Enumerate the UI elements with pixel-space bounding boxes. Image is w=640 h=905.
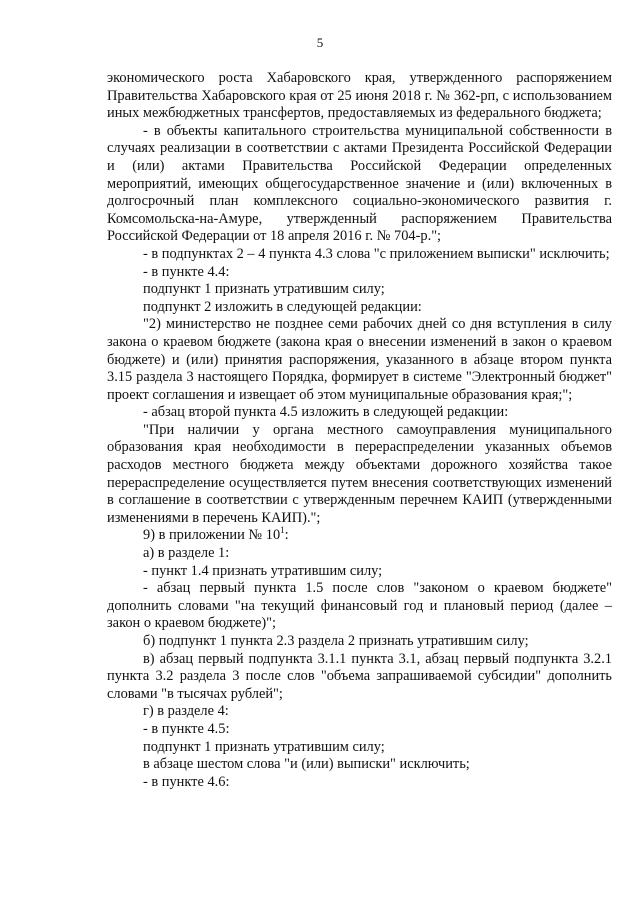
paragraph-1: экономического роста Хабаровского края, утвержденного распоряжением Правительства Хабаровского края от 25 июня 2018 г. № 362-рп, с использованием иных межбюджетных трансфертов, предоставляемых из федерального бюджета; bbox=[107, 70, 612, 122]
paragraph-18: подпункт 1 признать утратившим силу; bbox=[143, 738, 385, 755]
paragraph-12: - пункт 1.4 признать утратившим силу; bbox=[143, 562, 383, 579]
paragraph-20: - в пункте 4.6: bbox=[143, 773, 230, 790]
paragraph-2: - в объекты капитального строительства муниципальной собственности в случаях реализации в соответствии с актами Президента Российской Федерации и (или) актами Правительства Российской Федерации определенных мероприятий, имеющих общегосударственное значение и (или) включенных в долгосрочный план комплексного социально-экономического развития г. Комсомольска-на-Амуре, утвержденный распоряжением Правительства Российской Федерации от 18 апреля 2016 г. № 704-р."; bbox=[107, 122, 612, 245]
paragraph-16: г) в разделе 4: bbox=[143, 703, 229, 720]
document-body bbox=[107, 70, 612, 791]
paragraph-7: "2) министерство не позднее семи рабочих дней со дня вступления в силу закона о краевом бюджете (закона края о внесении изменений в закон о краевом бюджете) и (или) принятия распоряжения, указанного в абзаце втором пункта 3.15 раздела 3 настоящего Порядка, формирует в системе "Электронный бюджет" проект соглашения и извещает об этом муниципальные образования края;"; bbox=[107, 316, 612, 403]
page-number: 5 bbox=[316, 35, 324, 50]
paragraph-4: - в пункте 4.4: bbox=[143, 263, 230, 280]
paragraph-10-tail: : bbox=[284, 527, 289, 544]
footnote-superscript: 1 bbox=[280, 525, 285, 536]
paragraph-15: в) абзац первый подпункта 3.1.1 пункта 3.1, абзац первый подпункта 3.2.1 пункта 3.2 раздела 3 после слов "объема запрашиваемой субсидии" дополнить словами "в тысячах рублей"; bbox=[107, 650, 612, 702]
paragraph-3: - в подпунктах 2 – 4 пункта 4.3 слова "с приложением выписки" исключить; bbox=[143, 245, 610, 262]
paragraph-6: подпункт 2 изложить в следующей редакции: bbox=[143, 298, 422, 315]
paragraph-13: - абзац первый пункта 1.5 после слов "законом о краевом бюджете" дополнить словами "на текущий финансовый год и плановый период (далее – закон о краевом бюджете)"; bbox=[107, 580, 612, 632]
paragraph-5: подпункт 1 признать утратившим силу; bbox=[143, 281, 385, 298]
paragraph-19: в абзаце шестом слова "и (или) выписки" исключить; bbox=[143, 756, 470, 773]
paragraph-8: - абзац второй пункта 4.5 изложить в следующей редакции: bbox=[143, 404, 509, 421]
paragraph-10 bbox=[107, 527, 612, 545]
paragraph-10-text: 9) в приложении № 10 bbox=[143, 527, 281, 544]
paragraph-11: а) в разделе 1: bbox=[143, 545, 230, 562]
paragraph-9: "При наличии у органа местного самоуправления муниципального образования края необходимости в перераспределении указанных объемов расходов местного бюджета между объектами дорожного хозяйства такое перераспределение осуществляется путем внесения соответствующих изменений в соглашение в соответствии с утвержденным перечнем КАИП (утвержденными изменениями в перечень КАИП)."; bbox=[107, 421, 612, 526]
paragraph-17: - в пункте 4.5: bbox=[143, 720, 230, 737]
paragraph-14: б) подпункт 1 пункта 2.3 раздела 2 признать утратившим силу; bbox=[143, 633, 529, 649]
